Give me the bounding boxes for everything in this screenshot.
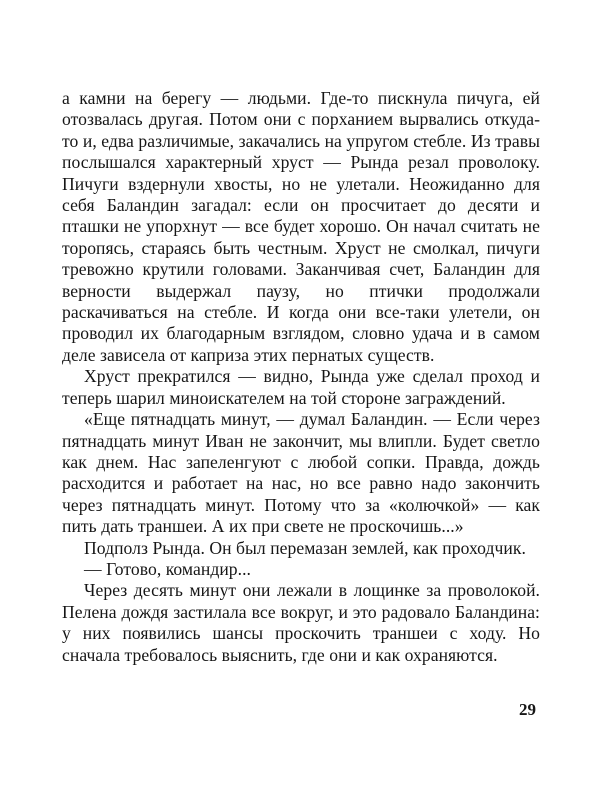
paragraph-6: Через десять минут они лежали в лощинке за проволокой. Пелена дождя застилала все вокруг, и это радовало Баландина: у них появились шансы проскочить траншеи с ходу. Но сначала требовалось выяснить, где они и как охраняются. <box>62 580 540 665</box>
page-number: 29 <box>519 700 536 719</box>
paragraph-3: «Еще пятнадцать минут, — думал Баландин. — Если через пятнадцать минут Иван не закончит, мы влипли. Будет светло как днем. Нас запеленгуют с любой сопки. Правда, дождь расходится и работает на нас, но все равно надо закончить через пятнадцать минут. Потому что за «колючкой» — как пить дать траншеи. А их при свете не проскочишь...» <box>62 409 540 537</box>
paragraph-1: а камни на берегу — людьми. Где-то пискнула пичуга, ей отозвалась другая. Потом они с порханием вырвались откуда-то и, едва различимые, закачались на упругом стебле. Из травы послышался характерный хруст — Рында резал проволоку. Пичуги вздернули хвосты, но не улетали. Неожиданно для себя Баландин загадал: если он просчитает до десяти и пташки не упорхнут — все будет хорошо. Он начал считать не торопясь, стараясь быть честным. Хруст не смолкал, пичуги тревожно крутили головами. Заканчивая счет, Баландин для верности выдержал паузу, но птички продолжали раскачиваться на стебле. И когда они все-таки улетели, он проводил их благодарным взглядом, словно удача и в самом деле зависела от каприза этих пернатых существ. <box>62 88 540 365</box>
paragraph-5: — Готово, командир... <box>84 558 251 579</box>
page-body <box>62 88 540 666</box>
paragraph-4: Подполз Рында. Он был перемазан землей, как проходчик. <box>84 537 526 558</box>
paragraph-2: Хруст прекратился — видно, Рында уже сделал проход и теперь шарил миноискателем на той стороне заграждений. <box>62 366 540 408</box>
